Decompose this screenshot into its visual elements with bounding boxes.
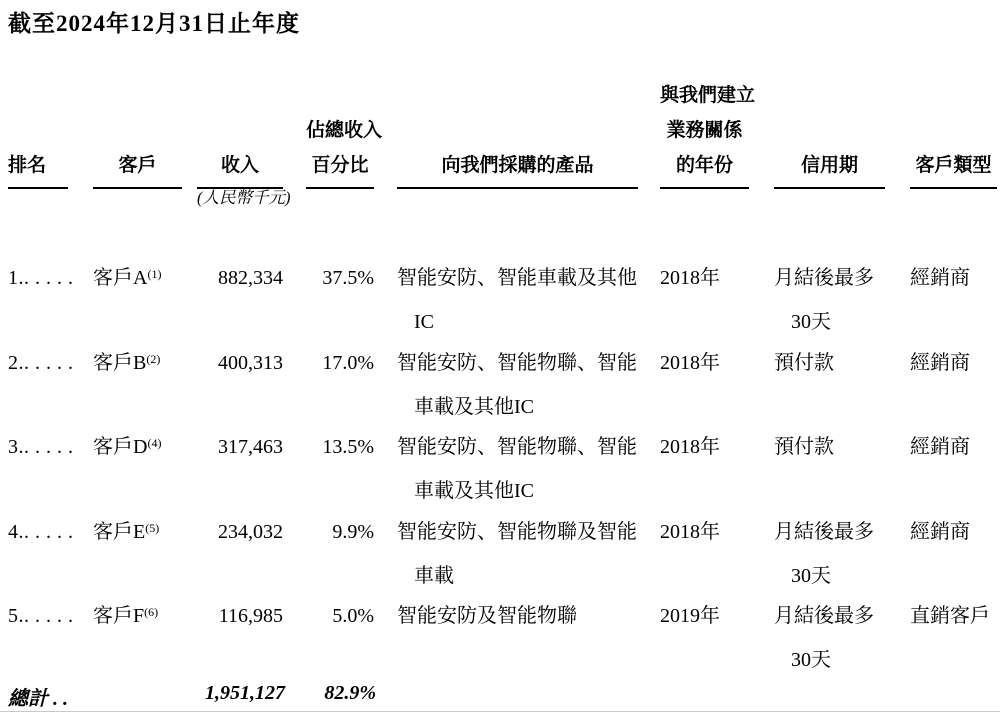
cell-percent: 5.0% [332,605,374,628]
header-cell-rank [8,78,93,189]
header-label-year-line2: 業務關係 [666,120,743,141]
products-line1: 智能安防、智能物聯、智能 [397,436,637,459]
customer-name: 客戶E [93,520,146,543]
footnote-ref: (5) [145,520,160,535]
cell-revenue: 400,313 [218,351,283,374]
cell-revenue: 317,463 [218,436,283,459]
cell-credit [774,425,910,513]
credit-line1: 預付款 [774,436,834,459]
cell-rank: 3.. . . . . [8,436,74,459]
cell-type: 經銷商 [910,520,970,543]
products-line1: 智能安防、智能車載及其他 [397,267,637,289]
cell-year: 2018年 [660,267,720,289]
header-label-products: 向我們採購的產品 [397,148,638,189]
header-cell-customer [93,78,197,189]
cell-type: 直銷客戶 [910,605,990,628]
cell-rank: 2.. . . . . [8,351,74,374]
cell-customer [93,256,197,344]
total-label: 總計 . . [8,687,68,710]
header-label-year-line3: 的年份 [675,155,733,176]
credit-line2: 30天 [791,649,831,672]
header-cell-credit [774,78,910,189]
credit-line2: 30天 [791,311,831,333]
footnote-ref: (4) [147,436,162,451]
credit-line1: 預付款 [774,351,834,374]
table-total-row [8,679,1000,711]
table-row [8,425,1000,510]
cell-credit [774,256,910,344]
cell-credit [774,510,910,598]
customer-name: 客戶D [93,436,148,459]
header-label-type: 客戶類型 [910,148,997,189]
cell-revenue: 234,032 [218,520,283,543]
cell-rank: 1.. . . . . [8,267,74,289]
cell-products [397,425,660,513]
customer-name: 客戶F [93,605,145,628]
header-cell-percent [306,78,397,189]
credit-line2: 30天 [791,564,831,587]
total-revenue: 1,951,127 [205,681,285,704]
header-cell-revenue [197,78,306,189]
cell-type: 經銷商 [910,351,970,374]
footnote-ref: (1) [147,267,162,281]
products-line1: 智能安防、智能物聯及智能 [397,520,637,543]
header-label-customer: 客戶 [93,148,182,189]
header-cell-products [397,78,660,189]
credit-line1: 月結後最多 [774,267,874,289]
cell-customer [93,341,197,429]
header-label-rank: 排名 [8,148,68,189]
cell-products [397,510,660,598]
revenue-unit-note: (人民幣千元) [197,188,291,207]
cell-rank: 4.. . . . . [8,520,74,543]
table-unit-row [8,176,1000,256]
cell-customer [93,510,197,598]
products-line1: 智能安防及智能物聯 [397,605,577,628]
cell-percent: 37.5% [322,267,374,289]
table-header-row [8,78,1000,176]
page-title: 截至2024年12月31日止年度 [8,11,300,36]
cell-revenue: 116,985 [218,605,283,628]
table-row [8,594,1000,679]
credit-line1: 月結後最多 [774,520,874,543]
cell-type: 經銷商 [910,436,970,459]
cell-percent: 13.5% [322,436,374,459]
products-line2: 車載 [414,564,454,587]
page-bottom-rule [0,711,1000,712]
header-label-revenue: 收入 [197,148,283,189]
cell-rank: 5.. . . . . [8,605,74,628]
credit-line1: 月結後最多 [774,605,874,628]
header-label-percent-line2: 百分比 [311,155,369,176]
header-label-year [660,78,756,189]
cell-revenue: 882,334 [218,267,283,289]
customer-name: 客戶A [93,267,148,289]
cell-products [397,594,660,682]
header-label-credit: 信用期 [774,148,885,189]
total-percent: 82.9% [324,681,376,704]
cell-customer [93,594,197,682]
footnote-ref: (2) [146,351,161,366]
header-cell-type [910,78,1000,189]
footnote-ref: (6) [144,605,159,620]
customer-name: 客戶B [93,351,147,374]
top-customers-table [8,78,1000,711]
cell-year: 2018年 [660,520,720,543]
cell-products [397,341,660,429]
cell-credit [774,341,910,429]
table-row [8,341,1000,426]
table-row [8,256,1000,341]
header-cell-year [660,78,774,189]
cell-percent: 17.0% [322,351,374,374]
cell-percent: 9.9% [332,520,374,543]
cell-credit [774,594,910,682]
cell-customer [93,425,197,513]
cell-year: 2018年 [660,351,720,374]
cell-year: 2019年 [660,605,720,628]
products-line1: 智能安防、智能物聯、智能 [397,351,637,374]
header-label-percent-line1: 佔總收入 [306,120,383,141]
header-label-year-line1: 與我們建立 [660,85,756,106]
products-line2: IC [414,311,434,333]
cell-year: 2018年 [660,436,720,459]
cell-type: 經銷商 [910,267,970,289]
products-line2: 車載及其他IC [414,480,534,503]
table-row [8,510,1000,595]
cell-products [397,256,660,344]
products-line2: 車載及其他IC [414,395,534,418]
